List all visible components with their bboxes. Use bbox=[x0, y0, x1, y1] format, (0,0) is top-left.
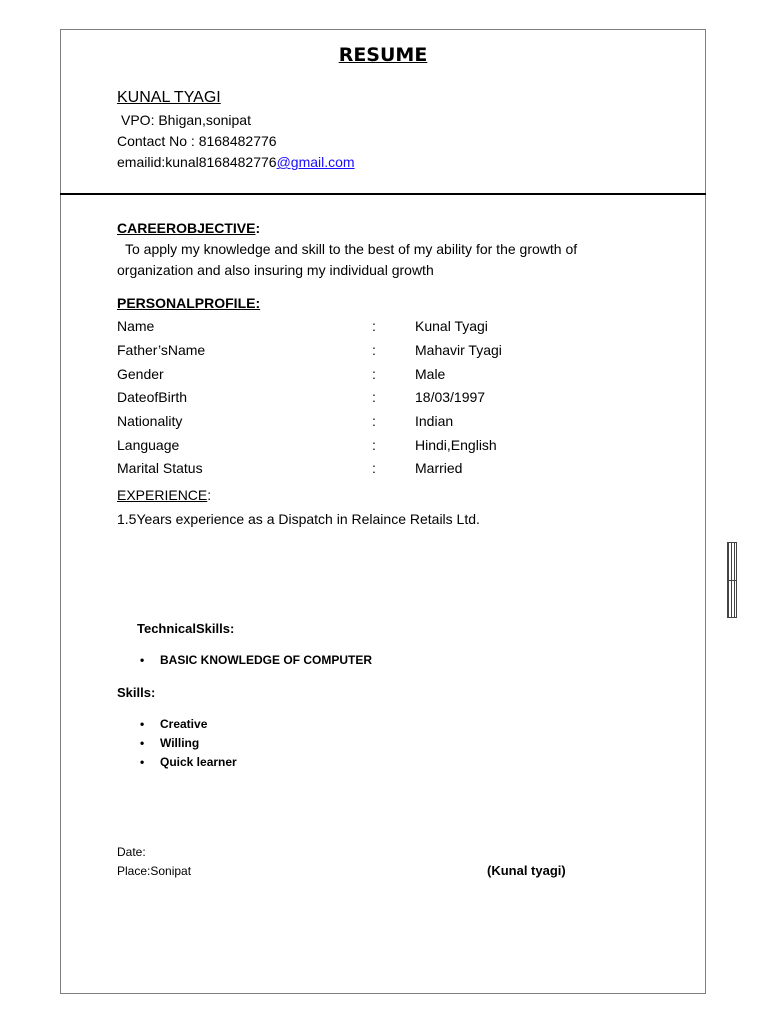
experience-heading bbox=[117, 487, 211, 503]
email-link[interactable]: @gmail.com bbox=[276, 154, 355, 170]
experience-colon: : bbox=[207, 487, 212, 503]
experience-heading-text: EXPERIENCE bbox=[117, 487, 208, 503]
technical-skills-list bbox=[138, 651, 372, 670]
profile-row-fathers-name bbox=[117, 342, 657, 364]
profile-value: Kunal Tyagi bbox=[415, 318, 488, 334]
profile-separator: : bbox=[372, 437, 376, 453]
signature-name: (Kunal tyagi) bbox=[487, 863, 566, 878]
resume-title: RESUME bbox=[338, 44, 428, 66]
profile-row-gender bbox=[117, 366, 657, 388]
profile-label: Name bbox=[117, 318, 155, 334]
list-item-text: Willing bbox=[160, 736, 200, 750]
profile-row-date-of-birth bbox=[117, 389, 657, 411]
profile-value: 18/03/1997 bbox=[415, 389, 486, 405]
profile-value: Hindi,English bbox=[415, 437, 497, 453]
profile-separator: : bbox=[372, 413, 376, 429]
header-divider bbox=[60, 193, 706, 195]
career-objective-line-2: organization and also insuring my individual growth bbox=[117, 262, 434, 278]
profile-label: Nationality bbox=[117, 413, 183, 429]
list-item-text: Creative bbox=[160, 717, 208, 731]
career-objective-heading bbox=[117, 220, 260, 236]
address: VPO: Bhigan,sonipat bbox=[121, 112, 251, 128]
profile-value: Married bbox=[415, 460, 463, 476]
scrollbar-handle[interactable] bbox=[727, 542, 737, 618]
career-objective-line-1: To apply my knowledge and skill to the best of my ability for the growth of bbox=[125, 241, 578, 257]
email-line bbox=[117, 154, 355, 170]
list-item-text: Quick learner bbox=[160, 755, 237, 769]
bullet-icon: • bbox=[140, 755, 145, 769]
skills-heading: Skills: bbox=[117, 685, 156, 700]
profile-row-marital-status bbox=[117, 460, 657, 482]
bullet-icon: • bbox=[140, 717, 145, 731]
list-item bbox=[138, 753, 237, 772]
profile-value: Male bbox=[415, 366, 446, 382]
list-item bbox=[138, 734, 237, 753]
list-item bbox=[138, 651, 372, 670]
skills-list bbox=[138, 715, 237, 772]
profile-label: Marital Status bbox=[117, 460, 203, 476]
profile-row-name bbox=[117, 318, 657, 340]
profile-row-nationality bbox=[117, 413, 657, 435]
profile-separator: : bbox=[372, 342, 376, 358]
profile-label: DateofBirth bbox=[117, 389, 188, 405]
career-objective-text bbox=[117, 239, 677, 281]
profile-label: Father’sName bbox=[117, 342, 206, 358]
career-objective-heading-text: CAREEROBJECTIVE bbox=[117, 220, 256, 236]
profile-value: Mahavir Tyagi bbox=[415, 342, 502, 358]
personal-profile-heading: PERSONALPROFILE: bbox=[117, 295, 261, 311]
profile-separator: : bbox=[372, 318, 376, 334]
profile-separator: : bbox=[372, 460, 376, 476]
resume-page bbox=[60, 29, 706, 994]
bullet-icon: • bbox=[140, 736, 145, 750]
profile-separator: : bbox=[372, 366, 376, 382]
profile-separator: : bbox=[372, 389, 376, 405]
profile-label: Language bbox=[117, 437, 180, 453]
list-item bbox=[138, 715, 237, 734]
profile-value: Indian bbox=[415, 413, 454, 429]
candidate-name: KUNAL TYAGI bbox=[117, 89, 221, 106]
contact-number: Contact No : 8168482776 bbox=[117, 133, 277, 149]
email-prefix: emailid:kunal8168482776 bbox=[117, 154, 277, 170]
profile-row-language bbox=[117, 437, 657, 459]
profile-label: Gender bbox=[117, 366, 164, 382]
career-objective-colon: : bbox=[255, 220, 261, 236]
date-label: Date: bbox=[117, 845, 146, 859]
technical-skills-heading: TechnicalSkills: bbox=[137, 621, 235, 636]
place-label: Place:Sonipat bbox=[117, 864, 192, 878]
experience-text: 1.5Years experience as a Dispatch in Relaince Retails Ltd. bbox=[117, 511, 480, 527]
list-item-text: BASIC KNOWLEDGE OF COMPUTER bbox=[160, 653, 372, 667]
bullet-icon: • bbox=[140, 653, 145, 667]
